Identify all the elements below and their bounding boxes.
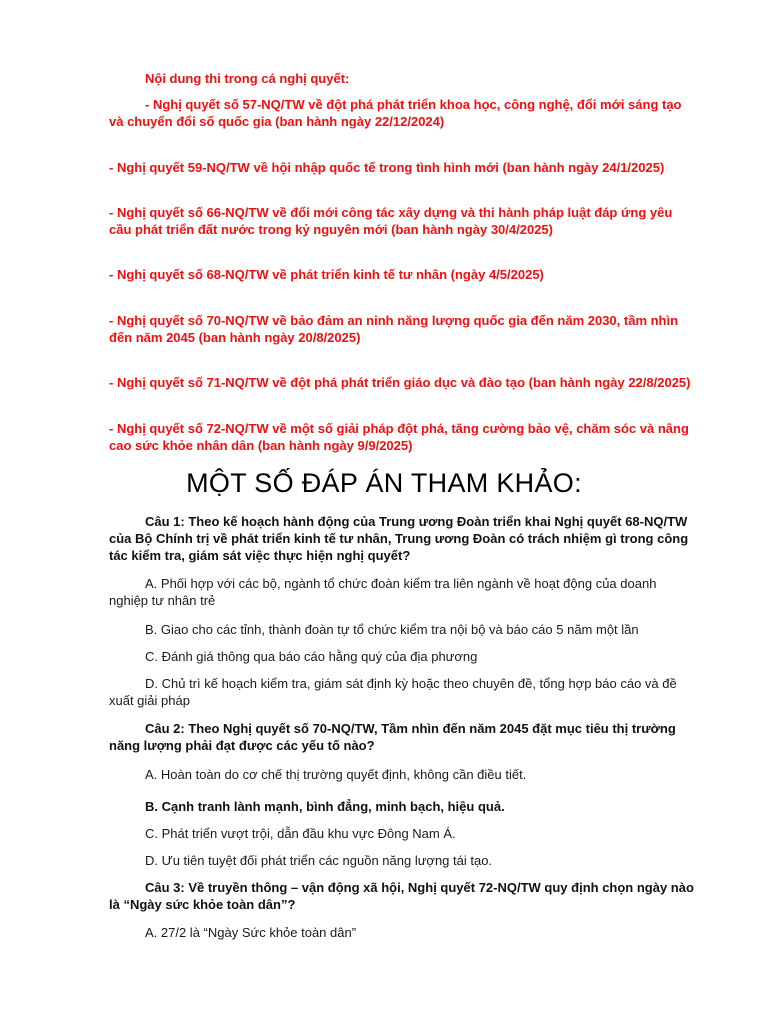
question-1-option-c: C. Đánh giá thông qua báo cáo hằng quý của địa phương [145,649,478,664]
resolution-item: - Nghị quyết số 57-NQ/TW về đột phá phát triển khoa học, công nghệ, đổi mới sáng tạo và chuyển đổi số quốc gia (ban hành ngày 22/12/2024) [109,97,682,129]
resolution-item: - Nghị quyết số 71-NQ/TW về đột phá phát triển giáo dục và đào tạo (ban hành ngày 22/8/2025) [109,375,691,390]
resolution-item: - Nghị quyết 59-NQ/TW về hội nhập quốc tế trong tình hình mới (ban hành ngày 24/1/2025) [109,160,665,175]
answers-heading: MỘT SỐ ĐÁP ÁN THAM KHẢO: [186,468,582,498]
question-3-option-a: A. 27/2 là “Ngày Sức khỏe toàn dân” [145,925,357,940]
resolution-item: - Nghị quyết số 66-NQ/TW về đổi mới công tác xây dựng và thi hành pháp luật đáp ứng yêu cầu phát triển đất nước trong kỷ nguyên mới (ban hành ngày 30/4/2025) [109,205,673,237]
question-1-option-d: D. Chủ trì kế hoạch kiểm tra, giám sát định kỳ hoặc theo chuyên đề, tổng hợp báo cáo và đề xuất giải pháp [109,676,677,708]
resolution-item: - Nghị quyết số 68-NQ/TW về phát triển kinh tế tư nhân (ngày 4/5/2025) [109,267,544,282]
question-2-option-d: D. Ưu tiên tuyệt đối phát triển các nguồn năng lượng tái tạo. [145,853,493,868]
intro-title: Nội dung thi trong cá nghị quyết: [145,71,350,86]
resolution-item: - Nghị quyết số 70-NQ/TW về bảo đảm an ninh năng lượng quốc gia đến năm 2030, tầm nhìn đến năm 2045 (ban hành ngày 20/8/2025) [109,313,679,345]
question-2-option-a: A. Hoàn toàn do cơ chế thị trường quyết định, không cần điều tiết. [145,767,527,782]
question-2-option-c: C. Phát triển vượt trội, dẫn đầu khu vực Đông Nam Á. [145,826,456,841]
question-2: Câu 2: Theo Nghị quyết số 70-NQ/TW, Tầm nhìn đến năm 2045 đặt mục tiêu thị trường năng lượng phải đạt được các yếu tố nào? [109,721,676,753]
question-3: Câu 3: Về truyền thông – vận động xã hội, Nghị quyết 72-NQ/TW quy định chọn ngày nào là “Ngày sức khỏe toàn dân”? [109,880,694,912]
resolution-item: - Nghị quyết số 72-NQ/TW về một số giải pháp đột phá, tăng cường bảo vệ, chăm sóc và nâng cao sức khỏe nhân dân (ban hành ngày 9/9/2025) [109,421,689,453]
question-2-option-b: B. Cạnh tranh lành mạnh, bình đẳng, minh bạch, hiệu quả. [145,799,505,814]
question-1-option-b: B. Giao cho các tỉnh, thành đoàn tự tổ chức kiểm tra nội bộ và báo cáo 5 năm một lần [145,622,639,637]
question-1-option-a: A. Phối hợp với các bộ, ngành tổ chức đoàn kiểm tra liên ngành về hoạt động của doanh nghiệp tư nhân trẻ [109,576,657,608]
question-1: Câu 1: Theo kế hoạch hành động của Trung ương Đoàn triển khai Nghị quyết 68-NQ/TW của Bộ Chính trị về phát triển kinh tế tư nhân, Trung ương Đoàn có trách nhiệm gì trong công tác kiểm tra, giám sát việc thực hiện nghị quyết? [109,514,689,563]
